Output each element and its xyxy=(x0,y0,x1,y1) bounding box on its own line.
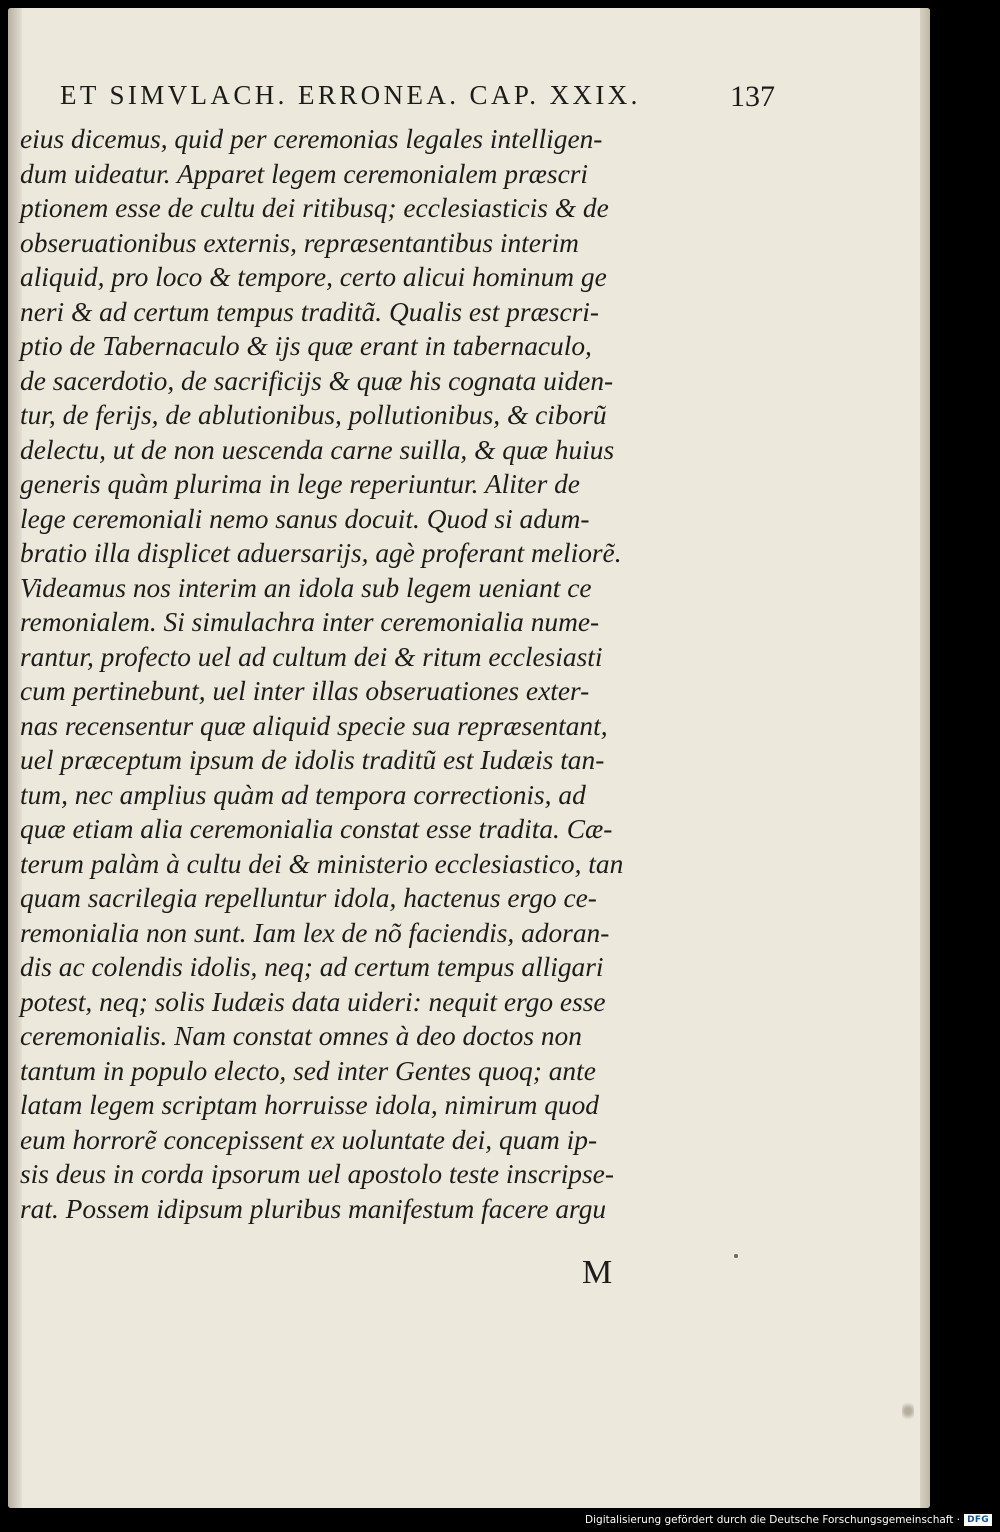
running-head: ET SIMVLACH. ERRONEA. CAP. XXIX. xyxy=(60,80,641,110)
text-line: quæ etiam alia ceremonialia constat esse tradita. Cæ- xyxy=(20,814,613,844)
credit-text: Digitalisierung gefördert durch die Deutsche Forschungsgemeinschaft · xyxy=(585,1514,961,1526)
body-text xyxy=(20,122,720,1226)
text-line: bratio illa displicet aduersarijs, agè proferant meliorẽ. xyxy=(20,538,622,568)
text-line: generis quàm plurima in lege reperiuntur. Aliter de xyxy=(20,469,580,499)
text-line: potest, neq; solis Iudæis data uideri: nequit ergo esse xyxy=(20,986,606,1017)
text-line: obseruationibus externis, repræsentantibus interim xyxy=(20,227,579,258)
text-line: delectu, ut de non uescenda carne suilla, & quæ huius xyxy=(20,434,615,465)
paper-stain xyxy=(902,1400,914,1422)
text-line: ptio de Tabernaculo & ijs quæ erant in tabernaculo, xyxy=(20,331,592,361)
text-line: ptionem esse de cultu dei ritibusq; ecclesiasticis & de xyxy=(20,193,609,223)
text-line: tum, nec amplius quàm ad tempora correctionis, ad xyxy=(20,779,586,810)
text-line: terum palàm à cultu dei & ministerio ecclesiastico, tan xyxy=(20,848,624,879)
text-line: eius dicemus, quid per ceremonias legales intelligen- xyxy=(20,124,603,154)
text-line: tur, de ferijs, de ablutionibus, pollutionibus, & ciborũ xyxy=(20,400,607,430)
signature-mark: M xyxy=(582,1254,613,1291)
text-line: tantum in populo electo, sed inter Gentes quoq; ante xyxy=(20,1055,596,1086)
digitization-credit xyxy=(585,1510,992,1530)
book-page xyxy=(8,8,930,1508)
text-line: sis deus in corda ipsorum uel apostolo teste inscripse- xyxy=(20,1159,614,1189)
text-line: de sacerdotio, de sacrificijs & quæ his cognata uiden- xyxy=(20,365,614,396)
text-line: rat. Possem idipsum pluribus manifestum facere argu xyxy=(20,1193,607,1224)
text-line: latam legem scriptam horruisse idola, nimirum quod xyxy=(20,1090,600,1120)
text-line: dis ac colendis idolis, neq; ad certum tempus alligari xyxy=(20,952,604,982)
text-line: nas recensentur quæ aliquid specie sua repræsentant, xyxy=(20,710,608,741)
text-line: uel præceptum ipsum de idolis traditũ est Iudæis tan- xyxy=(20,745,605,775)
text-line: remonialem. Si simulachra inter ceremonialia nume- xyxy=(20,607,600,637)
text-line: remonialia non sunt. Iam lex de nõ faciendis, adoran- xyxy=(20,917,610,948)
page-fore-edge xyxy=(920,8,930,1508)
text-line: rantur, profecto uel ad cultum dei & ritum ecclesiasti xyxy=(20,641,603,672)
text-line: quam sacrilegia repelluntur idola, hactenus ergo ce- xyxy=(20,883,597,913)
text-line: eum horrorẽ concepissent ex uoluntate dei, quam ip- xyxy=(20,1124,598,1155)
text-line: aliquid, pro loco & tempore, certo alicui hominum ge xyxy=(20,262,607,292)
text-line: lege ceremoniali nemo sanus docuit. Quod si adum- xyxy=(20,503,590,534)
text-line: ceremonialis. Nam constat omnes à deo doctos non xyxy=(20,1021,582,1051)
text-line: cum pertinebunt, uel inter illas obseruationes exter- xyxy=(20,676,590,706)
text-line: dum uideatur. Apparet legem ceremonialem præscri xyxy=(20,158,589,189)
page-number: 137 xyxy=(730,80,775,113)
dfg-logo[interactable]: DFG xyxy=(964,1514,992,1526)
text-line: neri & ad certum tempus traditã. Qualis est præscri- xyxy=(20,296,599,327)
text-line: Videamus nos interim an idola sub legem ueniant ce xyxy=(20,572,592,603)
ink-speck xyxy=(734,1254,738,1258)
